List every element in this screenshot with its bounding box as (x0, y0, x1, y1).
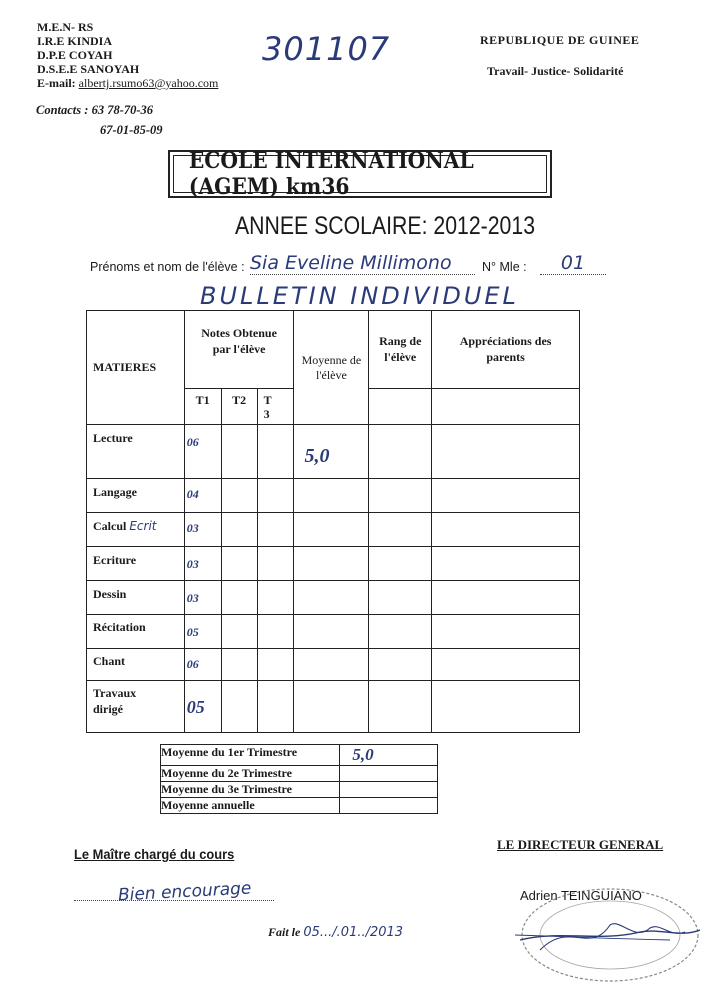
t3-note (257, 425, 294, 479)
moyenne-value (294, 479, 369, 513)
header-t3 (257, 389, 294, 425)
table-row (87, 547, 580, 581)
header-line-4: D.S.E.E SANOYAH (37, 62, 140, 76)
subject-cell: Récitation (87, 615, 185, 649)
header-t1: T1 (184, 389, 221, 425)
school-title: ECOLE INTERNATIONAL (AGEM) km36 (188, 148, 474, 200)
average-row (161, 798, 438, 814)
t3-note (257, 615, 294, 649)
average-label: Moyenne du 3e Trimestre (161, 782, 340, 798)
email-line (37, 76, 218, 90)
appreciation-value (432, 547, 580, 581)
student-name: Sia Eveline Millimono (250, 252, 475, 275)
appreciation-value (432, 479, 580, 513)
director-label: LE DIRECTEUR GENERAL (497, 837, 664, 852)
subject-cell (87, 681, 185, 733)
header-line-1: M.E.N- RS (37, 20, 94, 34)
teacher-label: Le Maître chargé du cours (74, 846, 235, 862)
subject-name: Travaux dirigé (93, 686, 137, 716)
t1-note: 06 (184, 649, 221, 681)
t2-note (221, 513, 257, 547)
appreciation-value (432, 681, 580, 733)
moyenne-value: 5,0 (294, 425, 369, 479)
phone-1: 63 78-70-36 (91, 103, 154, 117)
average-value (340, 798, 438, 814)
phone-2: 67-01-85-09 (100, 123, 163, 137)
date-value: 05.../.01../2013 (303, 925, 404, 940)
rang-value (369, 615, 432, 649)
header-line-2: I.R.E KINDIA (37, 34, 113, 48)
t1-note: 05 (184, 615, 221, 649)
header-appreciations-empty (432, 389, 580, 425)
contacts (36, 103, 153, 117)
header-moyenne-text: Moyenne de l'élève (301, 352, 362, 382)
average-label: Moyenne du 2e Trimestre (161, 766, 340, 782)
subject-cell: Ecriture (87, 547, 185, 581)
appreciation-value (432, 425, 580, 479)
t3-note (257, 649, 294, 681)
school-title-inner (173, 148, 547, 200)
header-subjects: MATIERES (87, 311, 185, 425)
t3-note (257, 681, 294, 733)
rang-value (369, 649, 432, 681)
t3-note (257, 581, 294, 615)
average-value (340, 782, 438, 798)
t1-note: 05 (184, 681, 221, 733)
date-label: Fait le (268, 925, 304, 939)
report-title: BULLETIN INDIVIDUEL (200, 282, 519, 310)
email-label: E-mail: (37, 76, 79, 90)
averages-table (160, 744, 438, 814)
subject-name: Calcul (93, 519, 127, 533)
country-name: REPUBLIQUE DE GUINEE (480, 33, 640, 47)
header-rang (369, 311, 432, 389)
average-label: Moyenne du 1er Trimestre (161, 745, 340, 766)
table-row (87, 615, 580, 649)
t2-note (221, 681, 257, 733)
moyenne-value (294, 649, 369, 681)
contacts-label: Contacts : (36, 103, 92, 117)
handwritten-reference-number: 301107 (262, 30, 391, 68)
subject-cell: Chant (87, 649, 185, 681)
subject-cell: Dessin (87, 581, 185, 615)
t2-note (221, 479, 257, 513)
header-appreciations (432, 311, 580, 389)
header-t2: T2 (221, 389, 257, 425)
t2-note (221, 425, 257, 479)
t2-note (221, 581, 257, 615)
header-rang-empty (369, 389, 432, 425)
t1-note: 04 (184, 479, 221, 513)
rang-value (369, 425, 432, 479)
email-value: albertj.rsumo63@yahoo.com (78, 76, 219, 90)
t1-note: 03 (184, 513, 221, 547)
subject-cell: Lecture (87, 425, 185, 479)
table-row (87, 513, 580, 547)
moyenne-value (294, 547, 369, 581)
t3-note (257, 513, 294, 547)
ministry-header (37, 20, 218, 90)
average-value: 5,0 (340, 745, 438, 766)
t2-note (221, 547, 257, 581)
average-row (161, 782, 438, 798)
moyenne-value (294, 615, 369, 649)
table-header-row (87, 311, 580, 389)
country-motto: Travail- Justice- Solidarité (487, 64, 624, 78)
table-row (87, 681, 580, 733)
school-year: ANNEE SCOLAIRE: 2012-2013 (235, 212, 536, 240)
table-row (87, 581, 580, 615)
student-name-label: Prénoms et nom de l'élève : (90, 260, 245, 274)
rang-value (369, 479, 432, 513)
appreciation-value (432, 581, 580, 615)
mle-value: 01 (540, 252, 606, 275)
t1-note: 03 (184, 581, 221, 615)
average-value (340, 766, 438, 782)
t2-note (221, 649, 257, 681)
t2-note (221, 615, 257, 649)
average-row (161, 745, 438, 766)
subject-cell: Langage (87, 479, 185, 513)
moyenne-value (294, 513, 369, 547)
mle-label: N° Mle : (482, 260, 527, 274)
moyenne-value (294, 681, 369, 733)
header-line-3: D.P.E COYAH (37, 48, 113, 62)
school-title-box (168, 150, 552, 198)
director-name: Adrien TEINGUIANO (520, 888, 642, 903)
t3-note (257, 479, 294, 513)
rang-value (369, 547, 432, 581)
table-row (87, 649, 580, 681)
header-appreciations-text: Appréciations des parents (459, 334, 552, 364)
header-t3-text: T 3 (263, 393, 272, 421)
appreciation-value (432, 615, 580, 649)
header-notes-text: Notes Obtenue par l'élève (201, 326, 277, 356)
rang-value (369, 581, 432, 615)
grades-table (86, 310, 580, 733)
date-line (268, 925, 403, 940)
moyenne-value (294, 581, 369, 615)
school-stamp (510, 880, 705, 990)
appreciation-value (432, 649, 580, 681)
table-row (87, 425, 580, 479)
subject-handwritten-note: Ecrit (129, 519, 157, 533)
rang-value (369, 681, 432, 733)
subject-cell (87, 513, 185, 547)
t1-note: 03 (184, 547, 221, 581)
header-notes (184, 311, 294, 389)
rang-value (369, 513, 432, 547)
teacher-comment: Bien encourage (117, 878, 252, 906)
appreciation-value (432, 513, 580, 547)
t1-note: 06 (184, 425, 221, 479)
average-row (161, 766, 438, 782)
header-rang-text: Rang de l'élève (379, 334, 422, 364)
t3-note (257, 547, 294, 581)
average-label: Moyenne annuelle (161, 798, 340, 814)
header-moyenne (294, 311, 369, 425)
table-row (87, 479, 580, 513)
